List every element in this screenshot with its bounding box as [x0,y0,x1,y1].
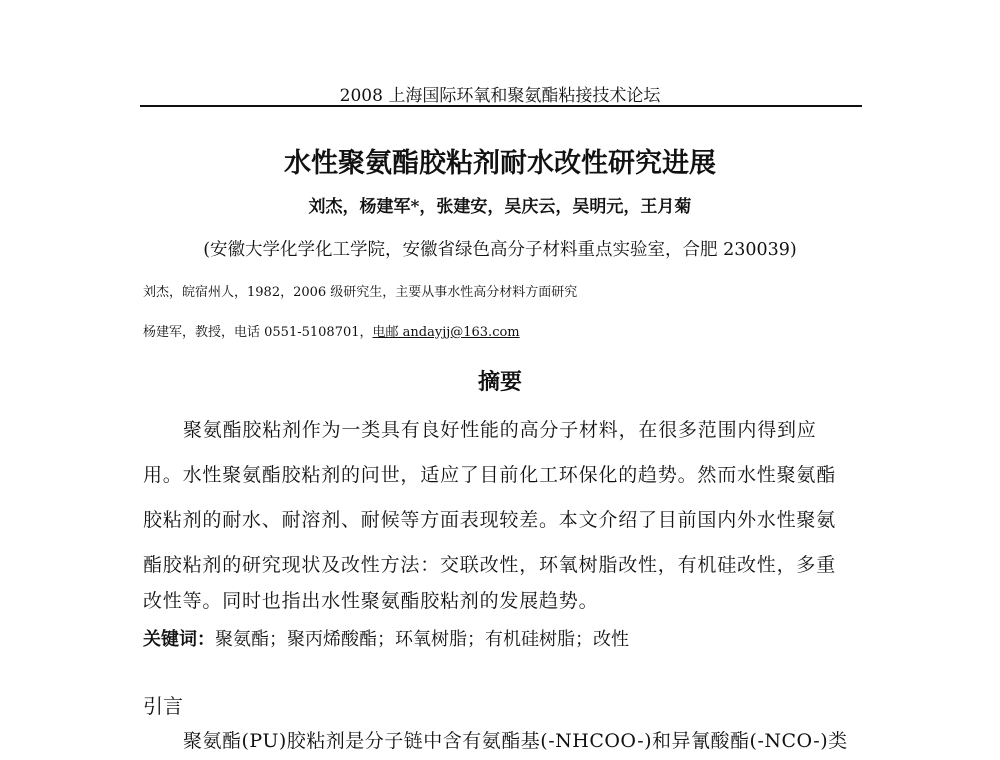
email-link[interactable]: 电邮 andayjj@163.com [372,325,520,340]
header-rule [140,105,862,107]
paper-title: 水性聚氨酯胶粘剂耐水改性研究进展 [284,148,716,179]
author-note-2 [143,321,520,340]
abstract-line: 酯胶粘剂的研究现状及改性方法：交联改性，环氧树脂改性，有机硅改性，多重 [143,554,837,576]
keywords-text: 聚氨酯；聚丙烯酸酯；环氧树脂；有机硅树脂；改性 [215,629,629,650]
abstract-line: 用。水性聚氨酯胶粘剂的问世，适应了目前化工环保化的趋势。然而水性聚氨酯 [143,464,837,486]
author-note-2-text: 杨建军，教授，电话 0551-5108701， [143,325,373,340]
keywords-label: 关键词： [143,629,215,650]
introduction-heading: 引言 [143,694,183,718]
author-note-1: 刘杰，皖宿州人，1982，2006 级研究生，主要从事水性高分材料方面研究 [143,285,578,300]
conference-header: 2008 上海国际环氧和聚氨酯粘接技术论坛 [339,86,661,106]
keywords [143,625,629,651]
abstract-line: 改性等。同时也指出水性聚氨酯胶粘剂的发展趋势。 [143,590,599,612]
introduction-line: 聚氨酯(PU)胶粘剂是分子链中含有氨酯基(-NHCOO-)和异氰酸酯(-NCO-)类 [183,730,848,752]
abstract-line: 聚氨酯胶粘剂作为一类具有良好性能的高分子材料，在很多范围内得到应 [183,419,817,441]
affiliation: (安徽大学化学化工学院，安徽省绿色高分子材料重点实验室，合肥 230039) [203,240,797,260]
abstract-heading: 摘要 [477,369,522,395]
author-list: 刘杰，杨建军*，张建安，吴庆云，吴明元，王月菊 [308,197,692,217]
abstract-line: 胶粘剂的耐水、耐溶剂、耐候等方面表现较差。本文介绍了目前国内外水性聚氨 [143,509,837,531]
